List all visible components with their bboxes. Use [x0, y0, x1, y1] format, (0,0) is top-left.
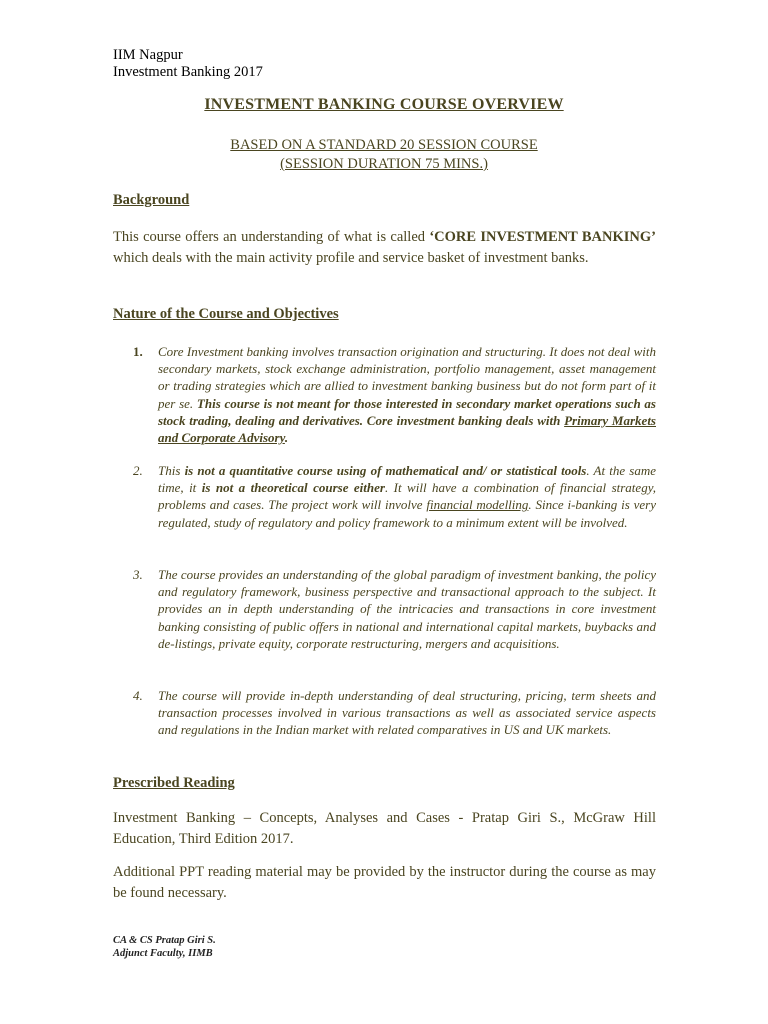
core-investment-banking-term: ‘CORE INVESTMENT BANKING’: [429, 229, 656, 245]
list-item-number: 4.: [133, 688, 143, 703]
background-paragraph: This course offers an understanding of what is called ‘CORE INVESTMENT BANKING’ which deals with the main activity profile and service basket of investment banks.: [113, 229, 656, 266]
section-heading-background: Background: [113, 192, 190, 208]
list-item-number: 1.: [133, 344, 143, 359]
subtitle-block: [0, 136, 768, 174]
section-heading-reading: Prescribed Reading: [113, 775, 235, 791]
list-item-number: 2.: [133, 463, 143, 478]
list-item-text: The course will provide in-depth understanding of deal structuring, pricing, term sheets and transaction processes involved in various transactions as well as associated service aspects and regulations in the Indian market with related comparatives in US and UK markets.: [158, 688, 656, 738]
financial-modelling-term: financial modelling: [426, 497, 529, 513]
footer-author: CA & CS Pratap Giri S.: [113, 935, 216, 946]
footer-affiliation: Adjunct Faculty, IIMB: [113, 948, 213, 959]
list-item-number: 3.: [133, 567, 143, 582]
reading-paragraph-1: Investment Banking – Concepts, Analyses and Cases - Pratap Giri S., McGraw Hill Education, Third Edition 2017.: [113, 810, 656, 847]
primary-markets-link-text: Primary Markets and Corporate Advisory: [158, 412, 656, 446]
footer-block: [113, 934, 216, 960]
list-item-text: This is not a quantitative course using of mathematical and/ or statistical tools. At the same time, it is not a theoretical course either. It will have a combination of financial strategy, problems and cases. The project work will involve financial modelling. Since i-banking is very regulated, study of regulatory and policy framework to a minimum extent will be involved.: [158, 463, 657, 530]
header-block: [113, 47, 263, 81]
section-heading-nature: Nature of the Course and Objectives: [113, 306, 339, 322]
header-institution: IIM Nagpur: [113, 47, 183, 63]
page-title: INVESTMENT BANKING COURSE OVERVIEW: [204, 96, 564, 113]
subtitle-line1: BASED ON A STANDARD 20 SESSION COURSE: [230, 137, 538, 153]
subtitle-line2: (SESSION DURATION 75 MINS.): [280, 156, 488, 172]
header-course: Investment Banking 2017: [113, 64, 263, 80]
list-item-text: The course provides an understanding of the global paradigm of investment banking, the policy and regulatory framework, business perspective and transactional approach to the subject. It provides an in depth understanding of the intricacies and transactions in core investment banking consisting of public offers in national and international capital markets, buybacks and de-listings, private equity, corporate restructuring, mergers and acquisitions.: [158, 567, 656, 651]
list-item-text: Core Investment banking involves transaction origination and structuring. It does not deal with secondary markets, stock exchange administration, portfolio management, asset management or trading strategies which are allied to investment banking business but do not form part of it per se. This course is not meant for those interested in secondary market operations such as stock trading, dealing and derivatives. Core investment banking deals with Primary Markets and Corporate Advisory.: [158, 344, 656, 446]
reading-paragraph-2: Additional PPT reading material may be provided by the instructor during the course as may be found necessary.: [113, 864, 656, 901]
